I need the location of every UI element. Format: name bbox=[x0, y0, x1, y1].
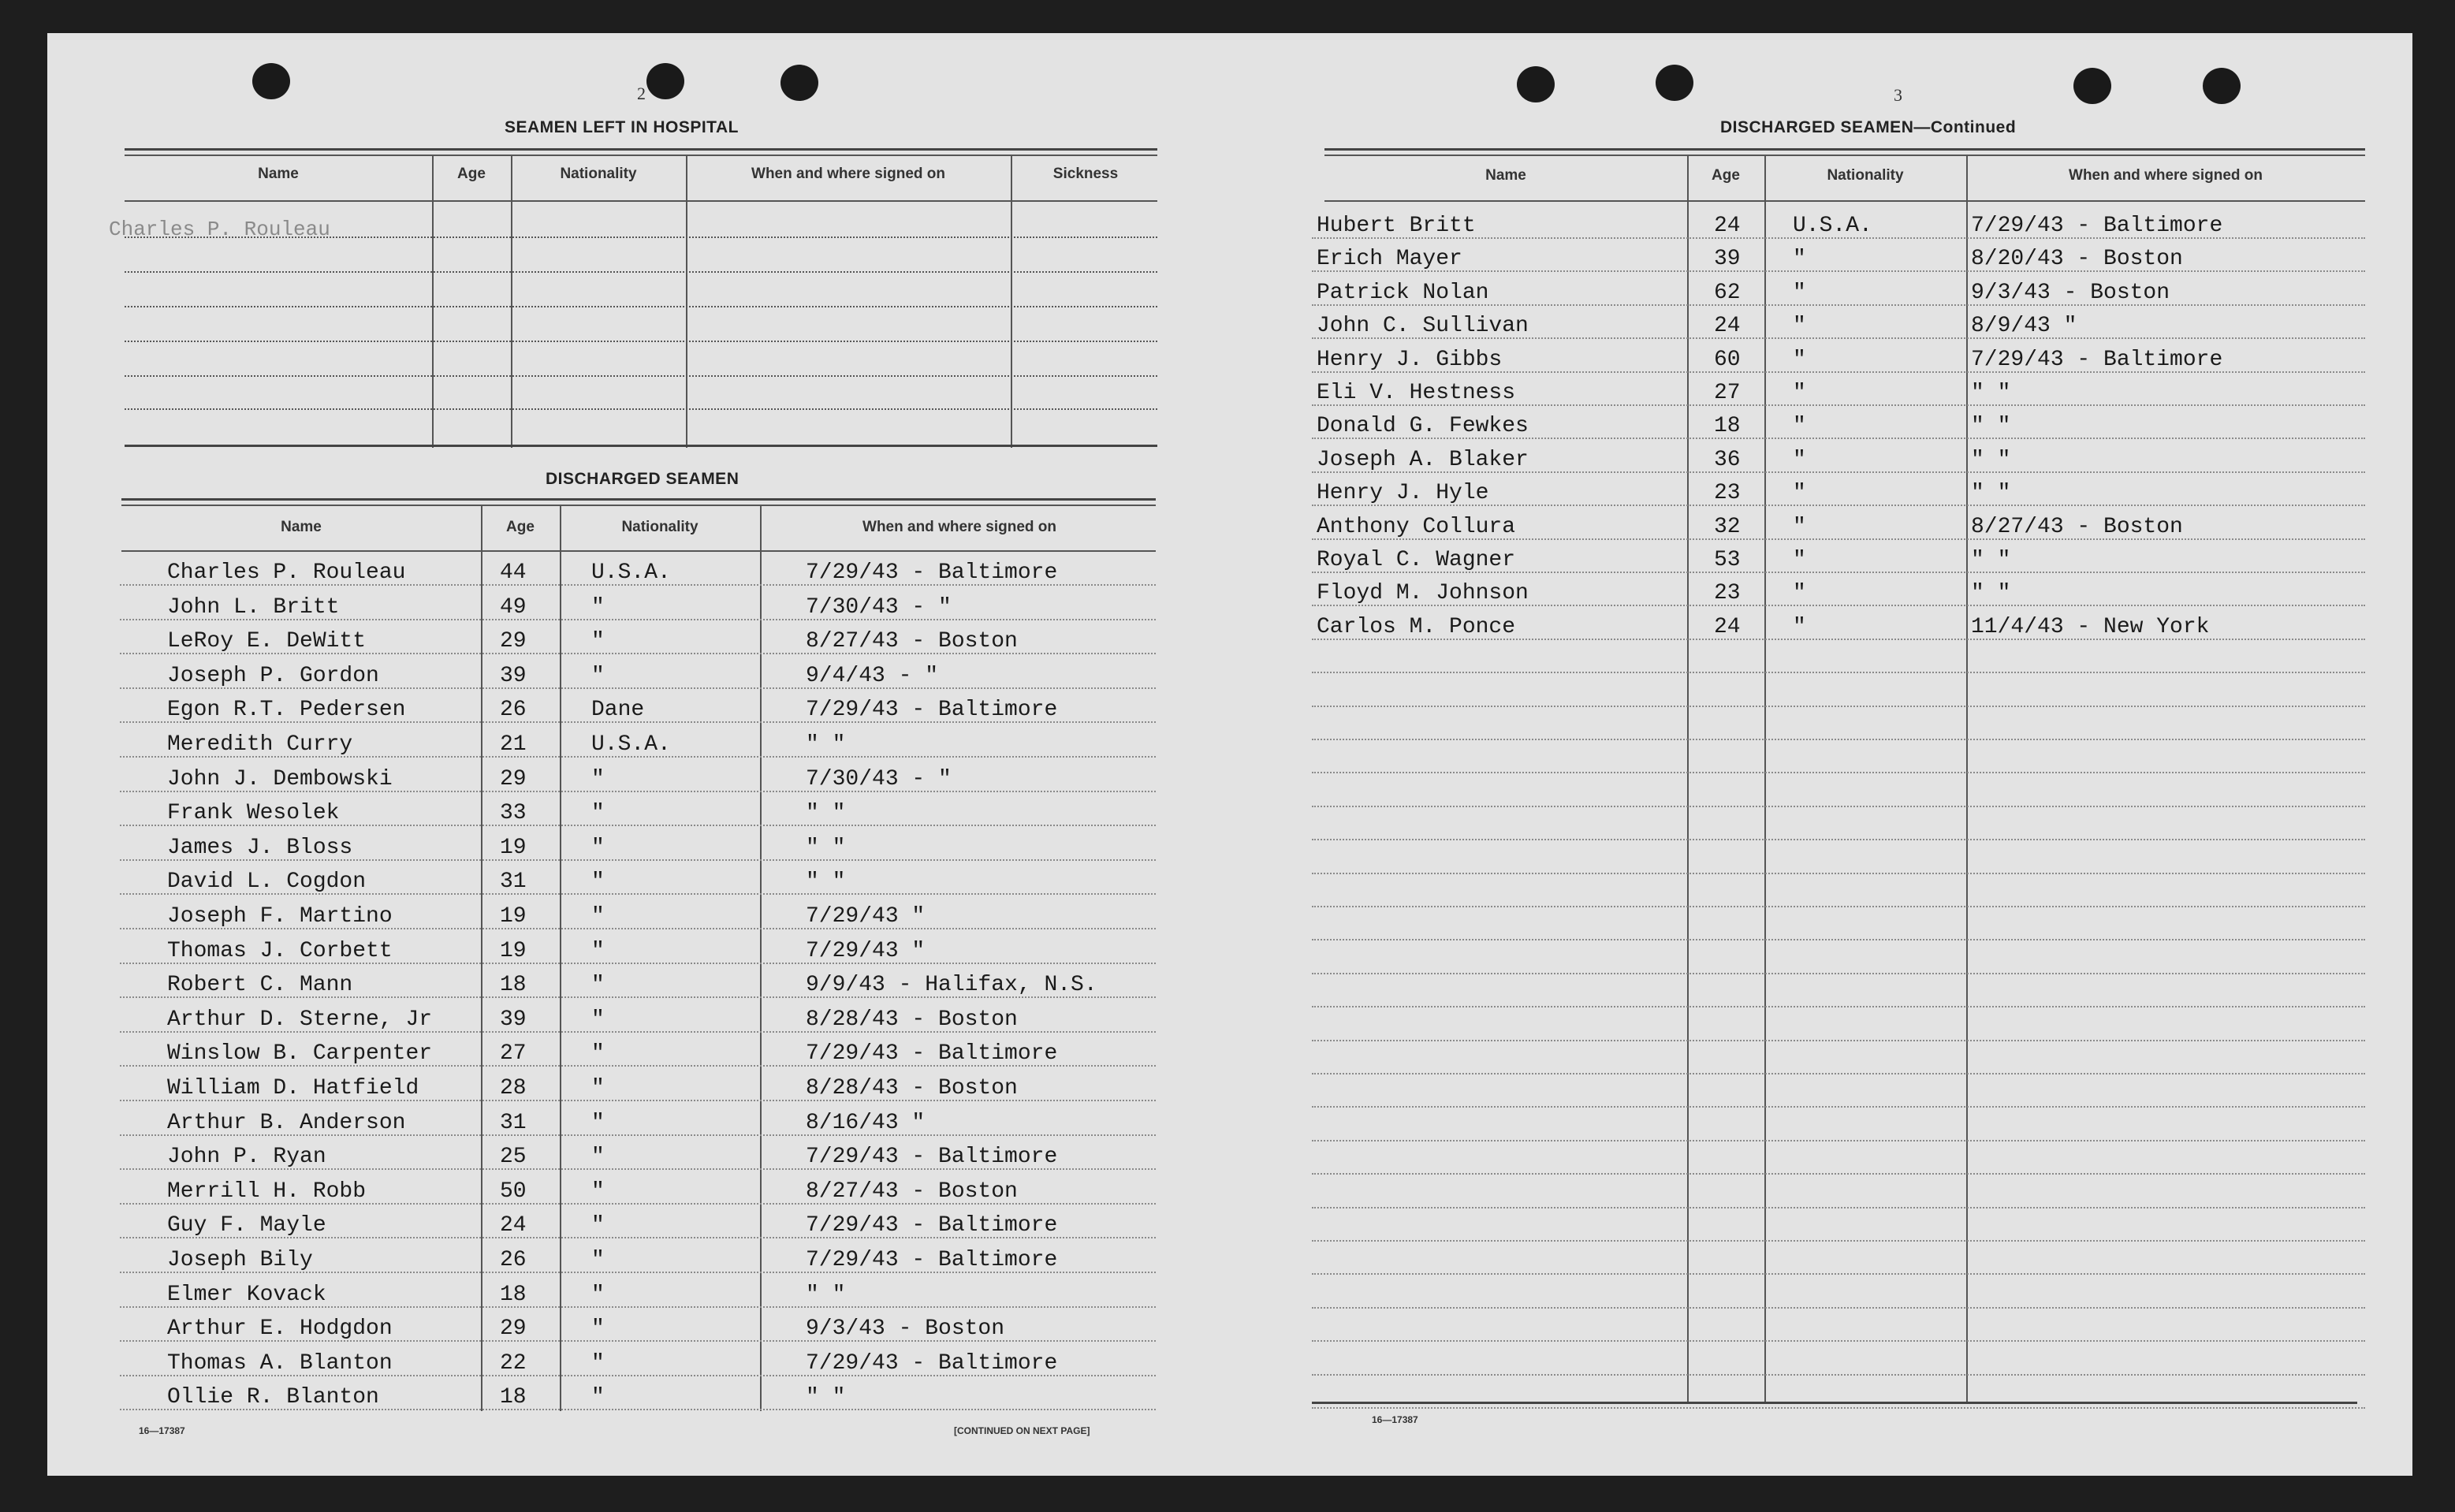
table-row bbox=[120, 829, 1156, 861]
table-row bbox=[1312, 708, 2365, 740]
column-header: Name bbox=[1485, 167, 1526, 184]
seaman-name: Egon R.T. Pedersen bbox=[167, 698, 406, 723]
seaman-nationality: " bbox=[591, 1110, 605, 1135]
seaman-name: Joseph P. Gordon bbox=[167, 663, 379, 688]
table-row bbox=[1312, 1309, 2365, 1342]
seaman-nationality: " bbox=[591, 1179, 605, 1204]
faint-hospital-entry: Charles P. Rouleau bbox=[109, 218, 330, 241]
table-row bbox=[1312, 775, 2365, 807]
signed-on: 7/29/43 - Baltimore bbox=[1971, 347, 2223, 372]
signed-on: 9/3/43 - Boston bbox=[1971, 280, 2170, 305]
table-row bbox=[120, 588, 1156, 620]
seaman-age: 29 bbox=[500, 629, 527, 654]
table-row bbox=[1312, 407, 2365, 439]
signed-on: " " bbox=[1971, 581, 2011, 606]
table-row bbox=[1312, 1276, 2365, 1309]
seaman-age: 36 bbox=[1714, 447, 1741, 472]
seaman-nationality: " bbox=[1793, 414, 1806, 439]
signed-on: 7/29/43 - Baltimore bbox=[806, 1145, 1058, 1170]
seaman-name: Thomas J. Corbett bbox=[167, 938, 393, 963]
seaman-nationality: " bbox=[591, 594, 605, 620]
signed-on: 7/29/43 - Baltimore bbox=[806, 1041, 1058, 1067]
table-row bbox=[1312, 1142, 2365, 1175]
seaman-name: Eli V. Hestness bbox=[1317, 381, 1516, 405]
column-header: Name bbox=[258, 166, 299, 182]
seaman-age: 24 bbox=[1714, 214, 1741, 238]
seaman-name: Carlos M. Ponce bbox=[1317, 614, 1516, 639]
seaman-name: James J. Bloss bbox=[167, 835, 353, 860]
signed-on: " " bbox=[806, 1385, 846, 1410]
seaman-age: 60 bbox=[1714, 347, 1741, 372]
signed-on: 7/29/43 " bbox=[806, 938, 926, 963]
binder-hole bbox=[780, 65, 818, 101]
seaman-nationality: " bbox=[591, 870, 605, 895]
seaman-age: 18 bbox=[500, 1282, 527, 1307]
seaman-name: Frank Wesolek bbox=[167, 801, 340, 826]
table-row bbox=[1312, 1109, 2365, 1141]
seaman-name: Arthur B. Anderson bbox=[167, 1110, 406, 1135]
seaman-name: Elmer Kovack bbox=[167, 1282, 326, 1307]
table-row bbox=[1312, 1176, 2365, 1208]
seaman-age: 31 bbox=[500, 870, 527, 895]
table-row bbox=[120, 725, 1156, 758]
table-row bbox=[120, 1034, 1156, 1067]
table-row bbox=[1312, 975, 2365, 1007]
signed-on: 7/29/43 - Baltimore bbox=[1971, 214, 2223, 238]
seaman-age: 18 bbox=[500, 973, 527, 998]
column-header: Nationality bbox=[560, 166, 637, 182]
table-row bbox=[1312, 474, 2365, 506]
form-code: 16—17387 bbox=[139, 1425, 185, 1436]
binder-hole bbox=[646, 63, 684, 99]
seaman-name: Merrill H. Robb bbox=[167, 1179, 367, 1204]
signed-on: 7/29/43 - Baltimore bbox=[806, 1248, 1058, 1272]
table-row bbox=[120, 691, 1156, 723]
signed-on: " " bbox=[1971, 548, 2011, 572]
seaman-name: Guy F. Mayle bbox=[167, 1213, 326, 1238]
table-row bbox=[120, 622, 1156, 654]
seaman-age: 26 bbox=[500, 1248, 527, 1272]
binder-hole bbox=[252, 63, 290, 99]
column-header: When and where signed on bbox=[751, 166, 945, 182]
seaman-age: 49 bbox=[500, 594, 527, 620]
signed-on: " " bbox=[1971, 414, 2011, 439]
table-row bbox=[120, 794, 1156, 826]
signed-on: " " bbox=[806, 732, 846, 757]
seaman-age: 26 bbox=[500, 698, 527, 723]
table-row bbox=[120, 1276, 1156, 1308]
table-row bbox=[1312, 942, 2365, 974]
signed-on: 7/29/43 " bbox=[806, 904, 926, 929]
seaman-age: 19 bbox=[500, 835, 527, 860]
column-header: Nationality bbox=[1827, 167, 1904, 184]
document-sheet bbox=[47, 33, 2412, 1476]
seaman-nationality: " bbox=[591, 1350, 605, 1376]
page-number: 3 bbox=[1894, 85, 1902, 105]
seaman-nationality: Dane bbox=[591, 698, 645, 723]
seaman-nationality: " bbox=[591, 904, 605, 929]
table-row bbox=[120, 1378, 1156, 1410]
table-row bbox=[1312, 1042, 2365, 1074]
table-row bbox=[120, 1000, 1156, 1033]
seaman-nationality: U.S.A. bbox=[1793, 214, 1872, 238]
seaman-age: 27 bbox=[1714, 381, 1741, 405]
seaman-name: Erich Mayer bbox=[1317, 247, 1462, 272]
continued-section-title: DISCHARGED SEAMEN—Continued bbox=[1720, 118, 2017, 136]
binder-hole bbox=[2203, 68, 2241, 104]
signed-on: " " bbox=[806, 1282, 846, 1307]
seaman-name: John P. Ryan bbox=[167, 1145, 326, 1170]
seaman-name: Arthur D. Sterne, Jr bbox=[167, 1007, 433, 1032]
continued-note: [CONTINUED ON NEXT PAGE] bbox=[954, 1425, 1090, 1436]
signed-on: 11/4/43 - New York bbox=[1971, 614, 2210, 639]
signed-on: 8/28/43 - Boston bbox=[806, 1076, 1018, 1100]
seaman-name: Winslow B. Carpenter bbox=[167, 1041, 433, 1067]
column-header: Age bbox=[1712, 167, 1740, 184]
seaman-nationality: U.S.A. bbox=[591, 732, 671, 757]
hospital-section-title: SEAMEN LEFT IN HOSPITAL bbox=[505, 118, 739, 136]
seaman-nationality: " bbox=[591, 1145, 605, 1170]
table-row bbox=[1312, 307, 2365, 339]
column-header: Name bbox=[281, 519, 322, 535]
seaman-name: Henry J. Gibbs bbox=[1317, 347, 1503, 372]
seaman-age: 24 bbox=[1714, 614, 1741, 639]
table-row bbox=[120, 862, 1156, 895]
seaman-nationality: " bbox=[591, 801, 605, 826]
seaman-nationality: U.S.A. bbox=[591, 560, 671, 585]
seaman-age: 62 bbox=[1714, 280, 1741, 305]
table-row bbox=[120, 760, 1156, 792]
seaman-nationality: " bbox=[591, 629, 605, 654]
seaman-name: Hubert Britt bbox=[1317, 214, 1476, 238]
seaman-name: John L. Britt bbox=[167, 594, 340, 620]
signed-on: 8/16/43 " bbox=[806, 1110, 926, 1135]
signed-on: 8/28/43 - Boston bbox=[806, 1007, 1018, 1032]
table-row bbox=[1312, 574, 2365, 606]
seaman-name: Royal C. Wagner bbox=[1317, 548, 1516, 572]
table-row bbox=[120, 897, 1156, 929]
signed-on: 7/30/43 - " bbox=[806, 594, 952, 620]
table-row bbox=[1312, 808, 2365, 840]
table-row bbox=[1312, 1009, 2365, 1041]
table-row bbox=[120, 1309, 1156, 1342]
table-row bbox=[1312, 508, 2365, 540]
table-row bbox=[120, 553, 1156, 586]
seaman-name: Floyd M. Johnson bbox=[1317, 581, 1529, 606]
seaman-name: Ollie R. Blanton bbox=[167, 1385, 379, 1410]
signed-on: 8/27/43 - Boston bbox=[1971, 514, 2183, 539]
table-row bbox=[120, 1241, 1156, 1273]
column-header: Age bbox=[506, 519, 535, 535]
binder-hole bbox=[2073, 68, 2111, 104]
seaman-nationality: " bbox=[1793, 280, 1806, 305]
seaman-name: Joseph F. Martino bbox=[167, 904, 393, 929]
table-row bbox=[1312, 608, 2365, 640]
table-row bbox=[1312, 441, 2365, 473]
signed-on: 8/20/43 - Boston bbox=[1971, 247, 2183, 272]
signed-on: " " bbox=[806, 870, 846, 895]
column-header: Nationality bbox=[621, 519, 699, 535]
table-row bbox=[120, 1344, 1156, 1376]
table-row bbox=[120, 1138, 1156, 1170]
seaman-age: 24 bbox=[500, 1213, 527, 1238]
seaman-name: Joseph A. Blaker bbox=[1317, 447, 1529, 472]
seaman-age: 32 bbox=[1714, 514, 1741, 539]
seaman-name: Anthony Collura bbox=[1317, 514, 1516, 539]
table-row bbox=[120, 1172, 1156, 1205]
column-header: When and where signed on bbox=[2069, 167, 2263, 184]
seaman-name: Joseph Bily bbox=[167, 1248, 313, 1272]
seaman-nationality: " bbox=[1793, 347, 1806, 372]
seaman-name: Charles P. Rouleau bbox=[167, 560, 406, 585]
signed-on: 9/4/43 - " bbox=[806, 663, 939, 688]
seaman-nationality: " bbox=[591, 1213, 605, 1238]
seaman-age: 50 bbox=[500, 1179, 527, 1204]
seaman-nationality: " bbox=[1793, 514, 1806, 539]
signed-on: " " bbox=[806, 835, 846, 860]
table-row bbox=[1312, 541, 2365, 573]
signed-on: 7/29/43 - Baltimore bbox=[806, 1213, 1058, 1238]
signed-on: " " bbox=[806, 801, 846, 826]
seaman-age: 39 bbox=[500, 1007, 527, 1032]
seaman-age: 53 bbox=[1714, 548, 1741, 572]
signed-on: 7/30/43 - " bbox=[806, 766, 952, 791]
seaman-age: 25 bbox=[500, 1145, 527, 1170]
table-row bbox=[120, 1206, 1156, 1238]
seaman-nationality: " bbox=[1793, 447, 1806, 472]
table-row bbox=[1312, 207, 2365, 239]
signed-on: " " bbox=[1971, 381, 2011, 405]
signed-on: 7/29/43 - Baltimore bbox=[806, 698, 1058, 723]
seaman-age: 18 bbox=[1714, 414, 1741, 439]
seaman-age: 19 bbox=[500, 938, 527, 963]
seaman-name: William D. Hatfield bbox=[167, 1076, 419, 1100]
table-row bbox=[1312, 842, 2365, 874]
seaman-name: Donald G. Fewkes bbox=[1317, 414, 1529, 439]
seaman-name: David L. Cogdon bbox=[167, 870, 367, 895]
seaman-nationality: " bbox=[591, 938, 605, 963]
table-row bbox=[1312, 240, 2365, 272]
table-row bbox=[120, 1104, 1156, 1136]
table-row bbox=[1312, 274, 2365, 306]
seaman-name: John C. Sullivan bbox=[1317, 314, 1529, 339]
seaman-nationality: " bbox=[1793, 314, 1806, 339]
seaman-age: 24 bbox=[1714, 314, 1741, 339]
seaman-name: Arthur E. Hodgdon bbox=[167, 1316, 393, 1342]
seaman-nationality: " bbox=[591, 766, 605, 791]
signed-on: " " bbox=[1971, 481, 2011, 506]
seaman-name: John J. Dembowski bbox=[167, 766, 393, 791]
form-code: 16—17387 bbox=[1372, 1414, 1418, 1425]
seaman-nationality: " bbox=[1793, 247, 1806, 272]
table-row bbox=[120, 657, 1156, 689]
seaman-name: Thomas A. Blanton bbox=[167, 1350, 393, 1376]
seaman-age: 39 bbox=[500, 663, 527, 688]
seaman-name: Patrick Nolan bbox=[1317, 280, 1489, 305]
table-row bbox=[1312, 908, 2365, 940]
right-page bbox=[1230, 33, 2412, 1476]
signed-on: 8/27/43 - Boston bbox=[806, 629, 1018, 654]
table-row bbox=[1312, 1343, 2365, 1376]
seaman-nationality: " bbox=[1793, 381, 1806, 405]
seaman-nationality: " bbox=[1793, 614, 1806, 639]
table-row bbox=[120, 1069, 1156, 1101]
table-row bbox=[1312, 374, 2365, 406]
seaman-nationality: " bbox=[591, 1282, 605, 1307]
seaman-age: 39 bbox=[1714, 247, 1741, 272]
seaman-nationality: " bbox=[591, 1076, 605, 1100]
signed-on: 7/29/43 - Baltimore bbox=[806, 1350, 1058, 1376]
seaman-nationality: " bbox=[591, 1041, 605, 1067]
seaman-age: 22 bbox=[500, 1350, 527, 1376]
table-row bbox=[1312, 675, 2365, 707]
binder-hole bbox=[1517, 66, 1555, 102]
signed-on: 7/29/43 - Baltimore bbox=[806, 560, 1058, 585]
seaman-age: 29 bbox=[500, 1316, 527, 1342]
signed-on: " " bbox=[1971, 447, 2011, 472]
seaman-name: LeRoy E. DeWitt bbox=[167, 629, 367, 654]
signed-on: 8/9/43 " bbox=[1971, 314, 2077, 339]
signed-on: 9/9/43 - Halifax, N.S. bbox=[806, 973, 1097, 998]
seaman-nationality: " bbox=[591, 973, 605, 998]
seaman-nationality: " bbox=[591, 835, 605, 860]
column-header: Age bbox=[457, 166, 486, 182]
table-row bbox=[1312, 1209, 2365, 1242]
table-row bbox=[120, 932, 1156, 964]
seaman-name: Henry J. Hyle bbox=[1317, 481, 1489, 506]
table-row bbox=[1312, 341, 2365, 373]
seaman-nationality: " bbox=[591, 663, 605, 688]
seaman-age: 19 bbox=[500, 904, 527, 929]
seaman-age: 18 bbox=[500, 1385, 527, 1410]
page-number: 2 bbox=[637, 84, 646, 103]
discharged-section-title: DISCHARGED SEAMEN bbox=[546, 470, 739, 488]
seaman-nationality: " bbox=[591, 1007, 605, 1032]
seaman-age: 33 bbox=[500, 801, 527, 826]
table-row bbox=[1312, 741, 2365, 773]
seaman-age: 23 bbox=[1714, 481, 1741, 506]
column-header: When and where signed on bbox=[862, 519, 1056, 535]
table-row bbox=[1312, 641, 2365, 673]
seaman-nationality: " bbox=[1793, 548, 1806, 572]
table-row bbox=[1312, 1075, 2365, 1108]
seaman-name: Robert C. Mann bbox=[167, 973, 353, 998]
seaman-age: 29 bbox=[500, 766, 527, 791]
seaman-age: 21 bbox=[500, 732, 527, 757]
seaman-age: 27 bbox=[500, 1041, 527, 1067]
seaman-age: 44 bbox=[500, 560, 527, 585]
seaman-nationality: " bbox=[1793, 581, 1806, 606]
seaman-age: 28 bbox=[500, 1076, 527, 1100]
seaman-age: 23 bbox=[1714, 581, 1741, 606]
signed-on: 9/3/43 - Boston bbox=[806, 1316, 1005, 1342]
signed-on: 8/27/43 - Boston bbox=[806, 1179, 1018, 1204]
table-row bbox=[1312, 1242, 2365, 1275]
binder-hole bbox=[1656, 65, 1693, 101]
seaman-nationality: " bbox=[591, 1385, 605, 1410]
table-row bbox=[120, 966, 1156, 998]
seaman-age: 31 bbox=[500, 1110, 527, 1135]
seaman-nationality: " bbox=[1793, 481, 1806, 506]
column-header: Sickness bbox=[1052, 166, 1119, 182]
seaman-name: Meredith Curry bbox=[167, 732, 353, 757]
left-page bbox=[47, 33, 1230, 1476]
table-row bbox=[1312, 875, 2365, 907]
seaman-nationality: " bbox=[591, 1248, 605, 1272]
seaman-nationality: " bbox=[591, 1316, 605, 1342]
